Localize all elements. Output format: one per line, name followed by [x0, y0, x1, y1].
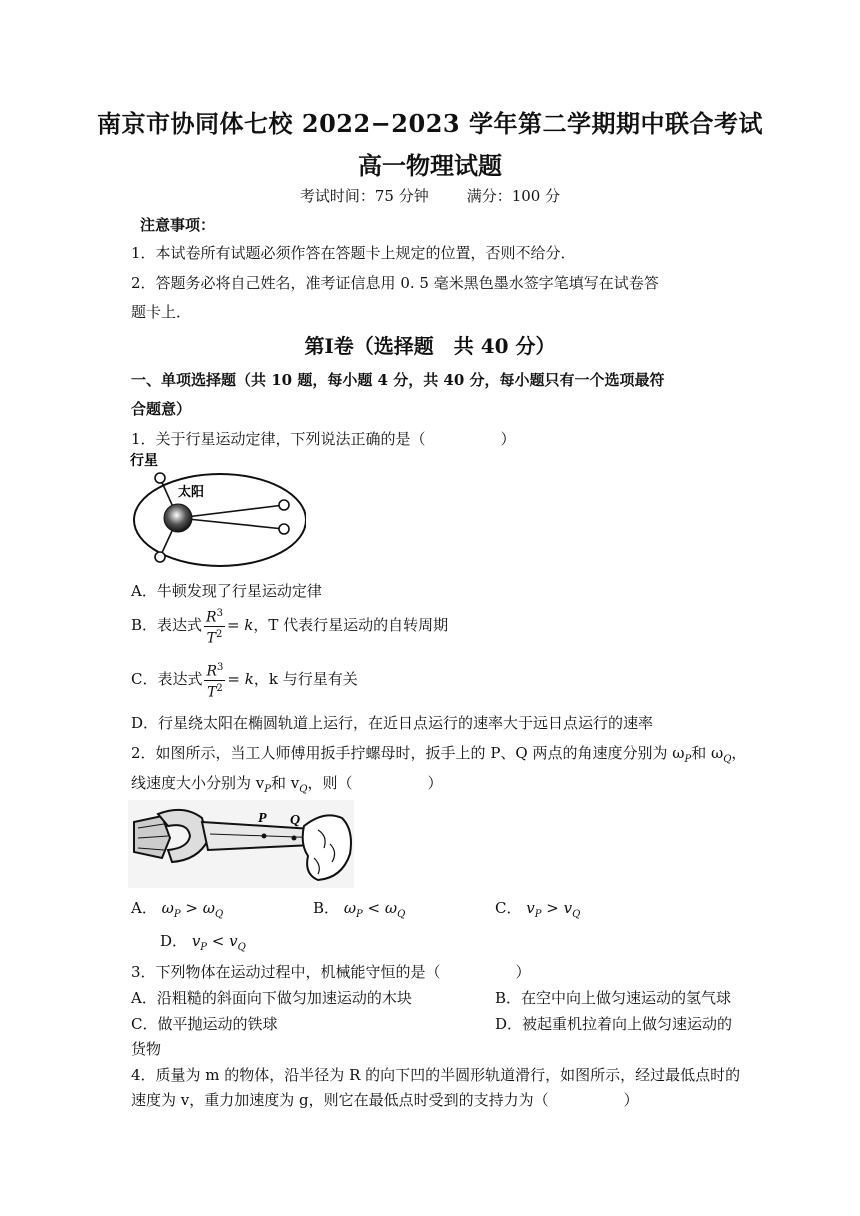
- planet-icon: [279, 524, 289, 534]
- q3-stem: 3．下列物体在运动过程中，机械能守恒的是（ ）: [131, 963, 531, 981]
- q1-option-a: A．牛顿发现了行星运动定律: [131, 582, 322, 600]
- figure-label-p: P: [258, 811, 267, 826]
- exam-subtitle: 高一物理试题: [358, 151, 502, 180]
- notice-item-2-cont: 题卡上．: [131, 303, 192, 321]
- q3-option-d-cont: 货物: [131, 1040, 162, 1058]
- q2-option-a: A． $\omega_P > \omega_Q$: [131, 899, 224, 920]
- point-p-marker: [262, 834, 267, 839]
- planet-orbit-figure: [126, 448, 306, 574]
- wrench-figure: [128, 800, 354, 888]
- q1-stem: 1．关于行星运动定律，下列说法正确的是（ ）: [131, 430, 516, 448]
- planet-icon: [279, 500, 289, 510]
- exam-score: 满分：100 分: [466, 187, 561, 205]
- formula-r3-over-t2: $\frac{R^3}{T^2}$: [206, 662, 224, 701]
- q4-stem-line2: 速度为 v，重力加速度为 g，则它在最低点时受到的支持力为（ ）: [131, 1091, 639, 1109]
- q1-option-b: B．表达式 $\frac{R^3}{T^2}$ = k，T 代表行星运动的自转周期: [131, 608, 449, 647]
- q1-option-d: D．行星绕太阳在椭圆轨道上运行，在近日点运行的速率大于远日点运行的速率: [131, 714, 654, 732]
- q3-option-a: A．沿粗糙的斜面向下做匀加速运动的木块: [131, 989, 412, 1007]
- q2-option-c: C． $v_P > v_Q$: [495, 899, 581, 920]
- formula-r3-over-t2: $\frac{R^3}{T^2}$: [206, 608, 223, 647]
- notice-item-1: 1．本试卷所有试题必须作答在答题卡上规定的位置，否则不给分．: [131, 244, 576, 262]
- q4-stem-line1: 4．质量为 m 的物体，沿半径为 R 的向下凹的半圆形轨道滑行，如图所示，经过最低点时的: [131, 1066, 741, 1084]
- q1-option-c: C．表达式 $\frac{R^3}{T^2}$ = k，k 与行星有关: [131, 662, 358, 701]
- figure-label-sun: 太阳: [178, 484, 205, 499]
- exam-title: 南京市协同体七校 2022−2023 学年第二学期期中联合考试: [97, 109, 763, 138]
- part-heading-line1: 一、单项选择题（共 10 题，每小题 4 分，共 40 分，每小题只有一个选项最符: [131, 371, 665, 389]
- q3-option-b: B．在空中向上做匀速运动的氢气球: [495, 989, 732, 1007]
- figure-label-planet: 行星: [130, 452, 158, 468]
- q2-stem-line1: 2．如图所示，当工人师傅用扳手拧螺母时，扳手上的 P、Q 两点的角速度分别为 $\omega_P$和 $\omega_Q$，: [131, 744, 747, 765]
- notice-item-2: 2．答题务必将自己姓名，准考证信息用 0. 5 毫米黑色墨水签字笔填写在试卷答: [131, 274, 659, 292]
- section-title: 第Ⅰ卷（选择题 共 40 分）: [304, 334, 556, 358]
- part-heading-line2: 合题意）: [131, 400, 192, 418]
- planet-icon: [155, 473, 165, 483]
- q2-option-d: D． $v_P < v_Q$: [160, 932, 246, 953]
- q2-option-b: B． $\omega_P < \omega_Q$: [313, 899, 406, 920]
- sun-icon: [164, 504, 192, 532]
- point-q-marker: [292, 836, 297, 841]
- q3-option-d: D．被起重机拉着向上做匀速运动的: [495, 1015, 733, 1033]
- planet-icon: [155, 552, 165, 562]
- q3-option-c: C．做平抛运动的铁球: [131, 1015, 278, 1033]
- exam-time: 考试时间：75 分钟: [299, 187, 429, 205]
- q2-stem-line2: 线速度大小分别为 $v_P$和 $v_Q$，则（ ）: [131, 774, 443, 795]
- notice-heading: 注意事项：: [140, 216, 216, 234]
- figure-label-q: Q: [290, 813, 301, 828]
- exam-info: [0, 185, 860, 206]
